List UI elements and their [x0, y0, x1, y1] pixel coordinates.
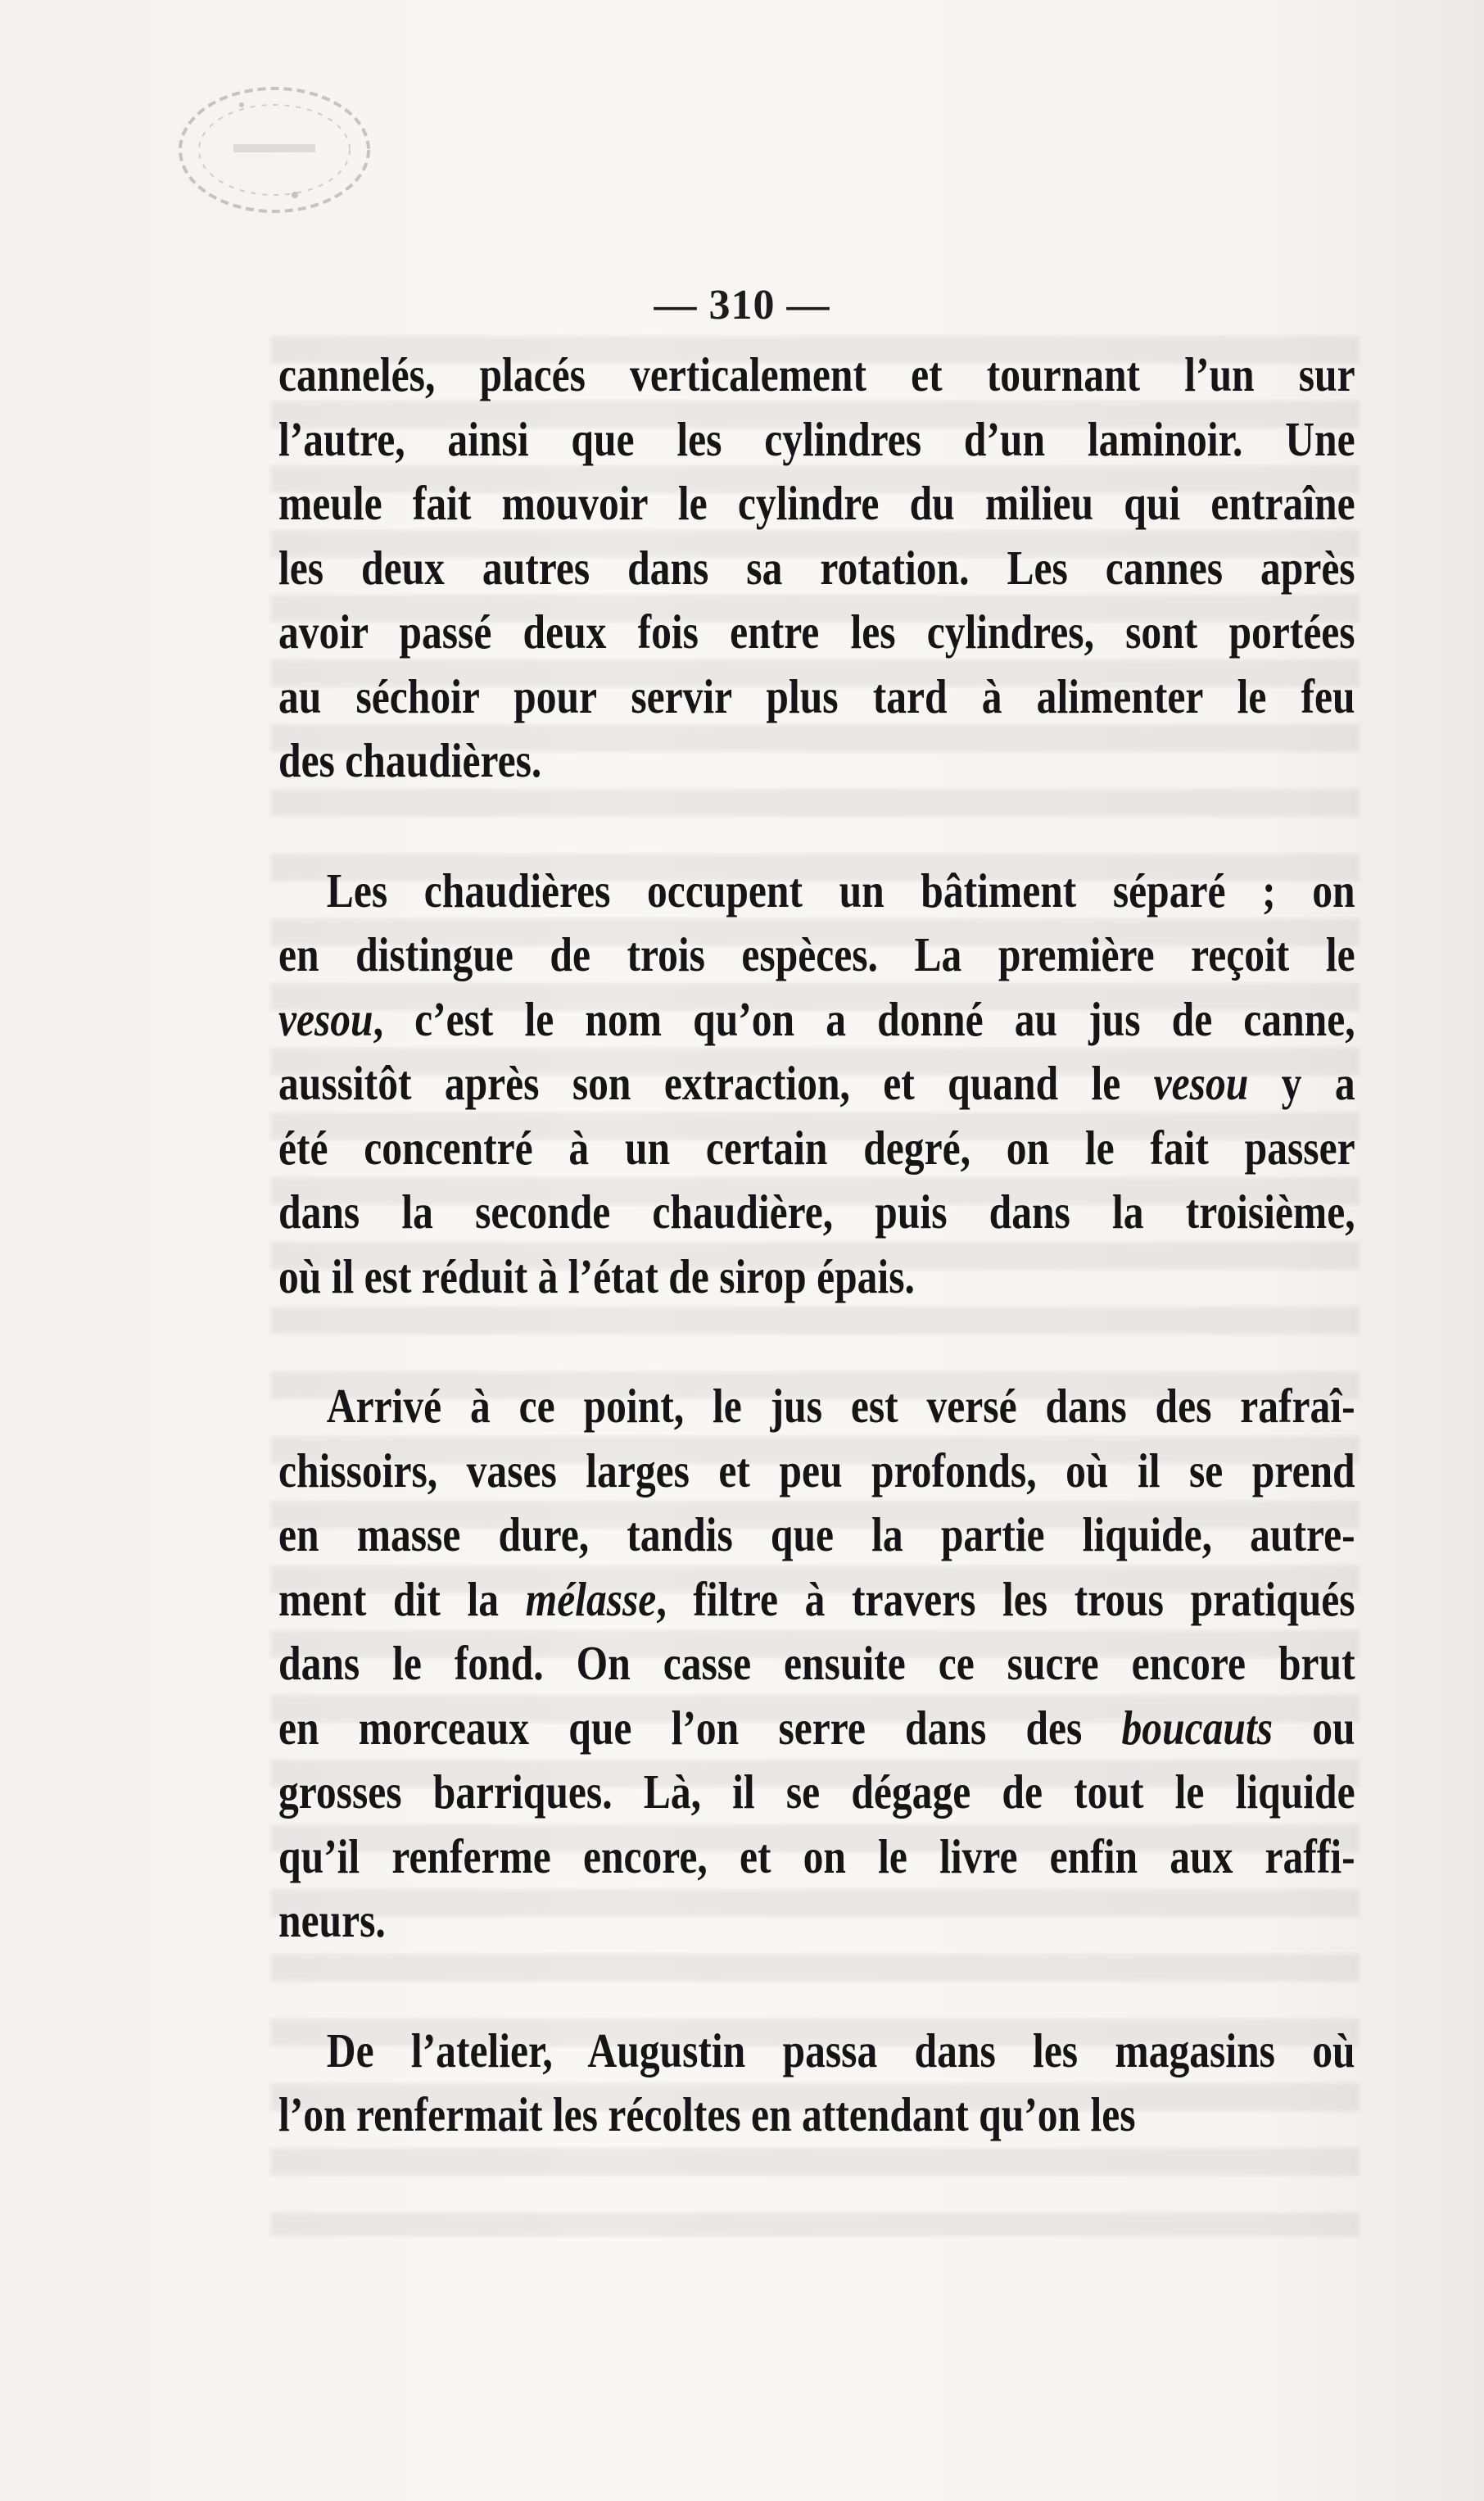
paragraph: [278, 342, 1355, 793]
text-line: grosses barriques. Là, il se dégage de tout le liquide: [278, 1765, 1355, 1819]
text-line: dans la seconde chaudière, puis dans la troisième,: [278, 1185, 1355, 1239]
text-line: dans le fond. On casse ensuite ce sucre encore brut: [278, 1636, 1355, 1690]
text-line: au séchoir pour servir plus tard à alimenter le feu: [278, 668, 1355, 723]
library-stamp-icon: [168, 72, 389, 220]
text-line: en distingue de trois espèces. La première reçoit le: [278, 927, 1355, 981]
paragraph: [278, 1374, 1355, 1953]
text-line: où il est réduit à l’état de sirop épais.: [278, 1248, 915, 1303]
text-line: l’autre, ainsi que les cylindres d’un laminoir. Une: [278, 411, 1355, 466]
text-line: en morceaux que l’on serre dans des boucauts ou: [278, 1700, 1355, 1755]
text-line: les deux autres dans sa rotation. Les cannes après: [278, 540, 1355, 595]
text-line: neurs.: [278, 1893, 386, 1947]
page-number: — 310 —: [654, 282, 830, 328]
text-line: avoir passé deux fois entre les cylindres, sont portées: [278, 605, 1355, 659]
text-line: en masse dure, tandis que la partie liquide, autre-: [278, 1507, 1355, 1561]
text-line: des chaudières.: [278, 733, 542, 787]
text-line: Arrivé à ce point, le jus est versé dans des rafraî-: [326, 1379, 1355, 1433]
text-line: l’on renfermait les récoltes en attendant qu’on les: [278, 2087, 1136, 2141]
paragraph: [278, 2018, 1355, 2147]
text-line: vesou, c’est le nom qu’on a donné au jus de canne,: [278, 991, 1355, 1046]
text-line: ment dit la mélasse, filtre à travers les trous pratiqués: [278, 1571, 1355, 1626]
text-line: qu’il renferme encore, et on le livre enfin aux raffi-: [278, 1828, 1355, 1883]
text-line: cannelés, placés verticalement et tournant l’un sur: [278, 347, 1355, 401]
paragraph: [278, 859, 1355, 1309]
text-line: Les chaudières occupent un bâtiment séparé ; on: [326, 863, 1355, 917]
text-line: De l’atelier, Augustin passa dans les magasins où: [326, 2023, 1355, 2077]
body-text: [278, 342, 1355, 2147]
text-line: meule fait mouvoir le cylindre du milieu qui entraîne: [278, 476, 1355, 530]
text-line: chissoirs, vases larges et peu profonds, où il se prend: [278, 1443, 1355, 1497]
text-line: été concentré à un certain degré, on le fait passer: [278, 1120, 1355, 1175]
text-line: aussitôt après son extraction, et quand le vesou y a: [278, 1056, 1355, 1110]
